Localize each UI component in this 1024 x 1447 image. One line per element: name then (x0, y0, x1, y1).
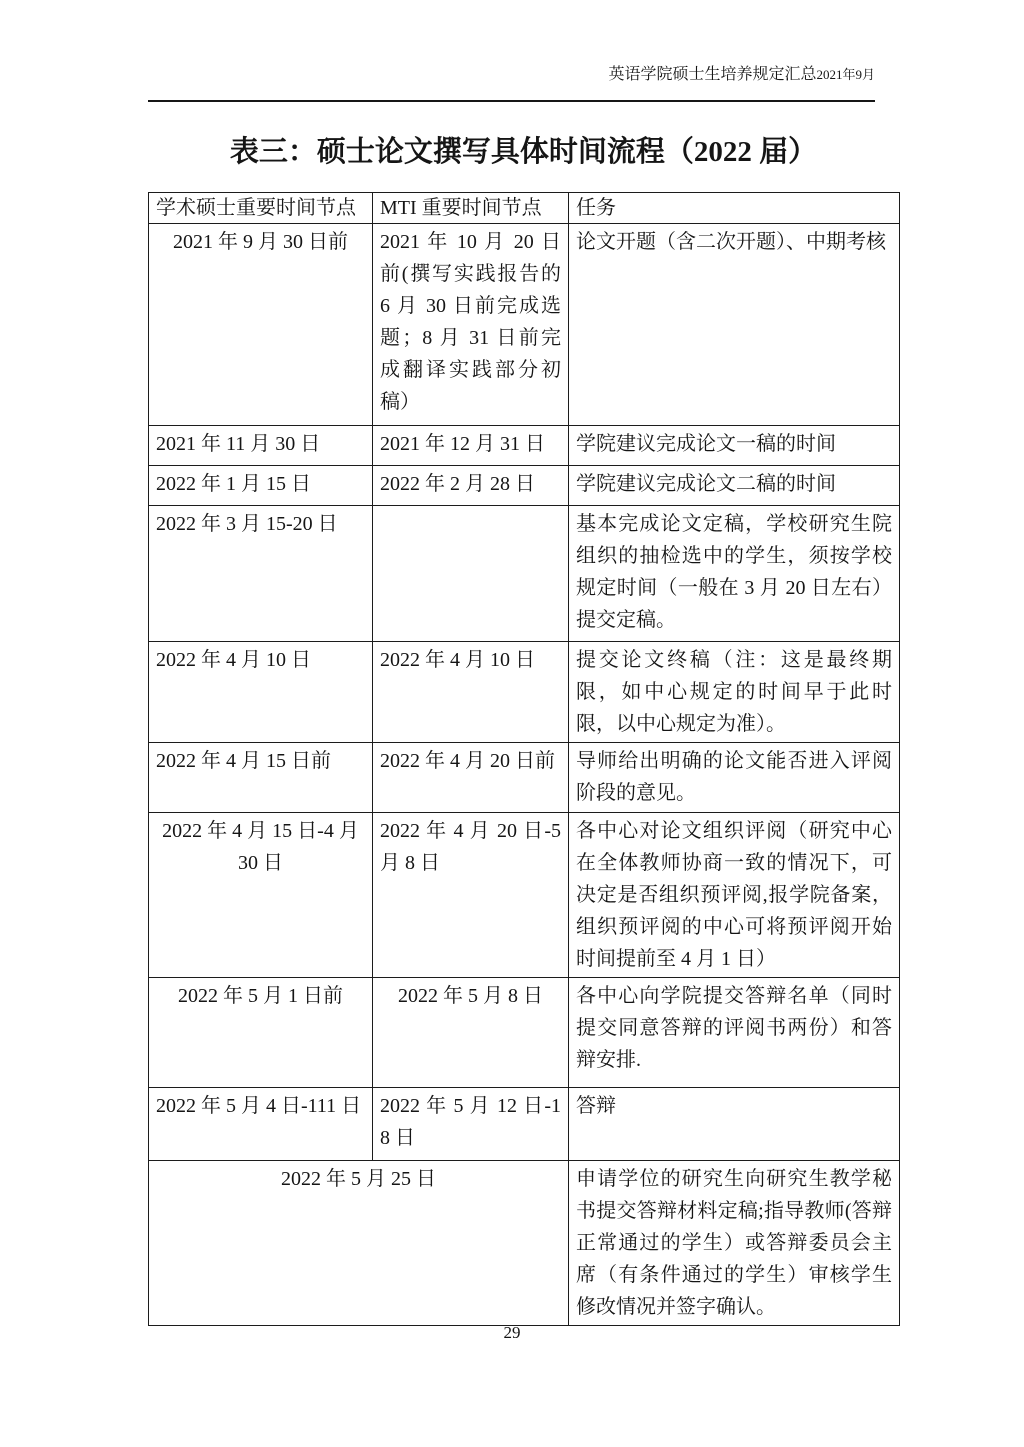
table-header-row (149, 193, 900, 224)
table-cell: 2022 年 5 月 1 日前 (149, 978, 373, 1088)
table-cell (373, 506, 569, 642)
table-cell: 2022 年 4 月 15 日-4 月 30 日 (149, 813, 373, 978)
column-header: MTI 重要时间节点 (373, 193, 569, 224)
table-cell: 2022 年 2 月 28 日 (373, 466, 569, 506)
table-row (149, 978, 900, 1088)
table-cell: 2021 年 10 月 20 日前(撰写实践报告的 6 月 30 日前完成选题；8 月 31 日前完成翻译实践部分初稿） (373, 224, 569, 426)
table-cell: 2022 年 5 月 12 日-18 日 (373, 1088, 569, 1161)
page-number: 29 (503, 1323, 521, 1342)
document-title: 表三：硕士论文撰写具体时间流程（2022 届） (229, 136, 818, 168)
header-text: 英语学院硕士生培养规定汇总 (608, 66, 817, 83)
table-row (149, 224, 900, 426)
table-cell: 导师给出明确的论文能否进入评阅阶段的意见。 (569, 743, 900, 813)
table-cell: 2021 年 11 月 30 日 (149, 426, 373, 466)
table-cell: 各中心对论文组织评阅（研究中心在全体教师协商一致的情况下，可决定是否组织预评阅,报学院备案，组织预评阅的中心可将预评阅开始时间提前至 4 月 1 日） (569, 813, 900, 978)
table-cell: 论文开题（含二次开题）、中期考核 (569, 224, 900, 426)
table-row (149, 1088, 900, 1161)
table-cell: 2022 年 1 月 15 日 (149, 466, 373, 506)
table-cell: 2022 年 5 月 4 日-111 日 (149, 1088, 373, 1161)
table-cell: 2021 年 12 月 31 日 (373, 426, 569, 466)
table-cell: 2022 年 3 月 15-20 日 (149, 506, 373, 642)
table-cell: 2022 年 4 月 20 日-5 月 8 日 (373, 813, 569, 978)
table-cell: 提交论文终稿（注：这是最终期限，如中心规定的时间早于此时限，以中心规定为准）。 (569, 642, 900, 743)
table-cell: 2022 年 5 月 8 日 (373, 978, 569, 1088)
table-row (149, 426, 900, 466)
column-header: 学术硕士重要时间节点 (149, 193, 373, 224)
table-row (149, 466, 900, 506)
table-cell: 基本完成论文定稿，学校研究生院组织的抽检选中的学生，须按学校规定时间（一般在 3 月 20 日左右）提交定稿。 (569, 506, 900, 642)
header-date: 2021年9月 (816, 67, 875, 82)
table-cell: 2022 年 4 月 10 日 (373, 642, 569, 743)
table-cell: 申请学位的研究生向研究生教学秘书提交答辩材料定稿;指导教师(答辩正常通过的学生）或答辩委员会主席（有条件通过的学生）审核学生修改情况并签字确认。 (569, 1161, 900, 1326)
table-row (149, 813, 900, 978)
table-cell: 各中心向学院提交答辩名单（同时提交同意答辩的评阅书两份）和答辩安排. (569, 978, 900, 1088)
table-row (149, 642, 900, 743)
table-cell: 2022 年 4 月 15 日前 (149, 743, 373, 813)
header-rule (148, 100, 875, 102)
column-header: 任务 (569, 193, 900, 224)
table-row (149, 506, 900, 642)
table-cell: 2022 年 4 月 10 日 (149, 642, 373, 743)
table-cell: 2022 年 5 月 25 日 (149, 1161, 569, 1326)
table-cell: 答辩 (569, 1088, 900, 1161)
document-header (148, 64, 875, 86)
table-row (149, 743, 900, 813)
table-cell: 2022 年 4 月 20 日前 (373, 743, 569, 813)
table-cell: 学院建议完成论文二稿的时间 (569, 466, 900, 506)
table-row (149, 1161, 900, 1326)
table-cell: 学院建议完成论文一稿的时间 (569, 426, 900, 466)
timeline-table (148, 192, 900, 1326)
table-cell: 2021 年 9 月 30 日前 (149, 224, 373, 426)
